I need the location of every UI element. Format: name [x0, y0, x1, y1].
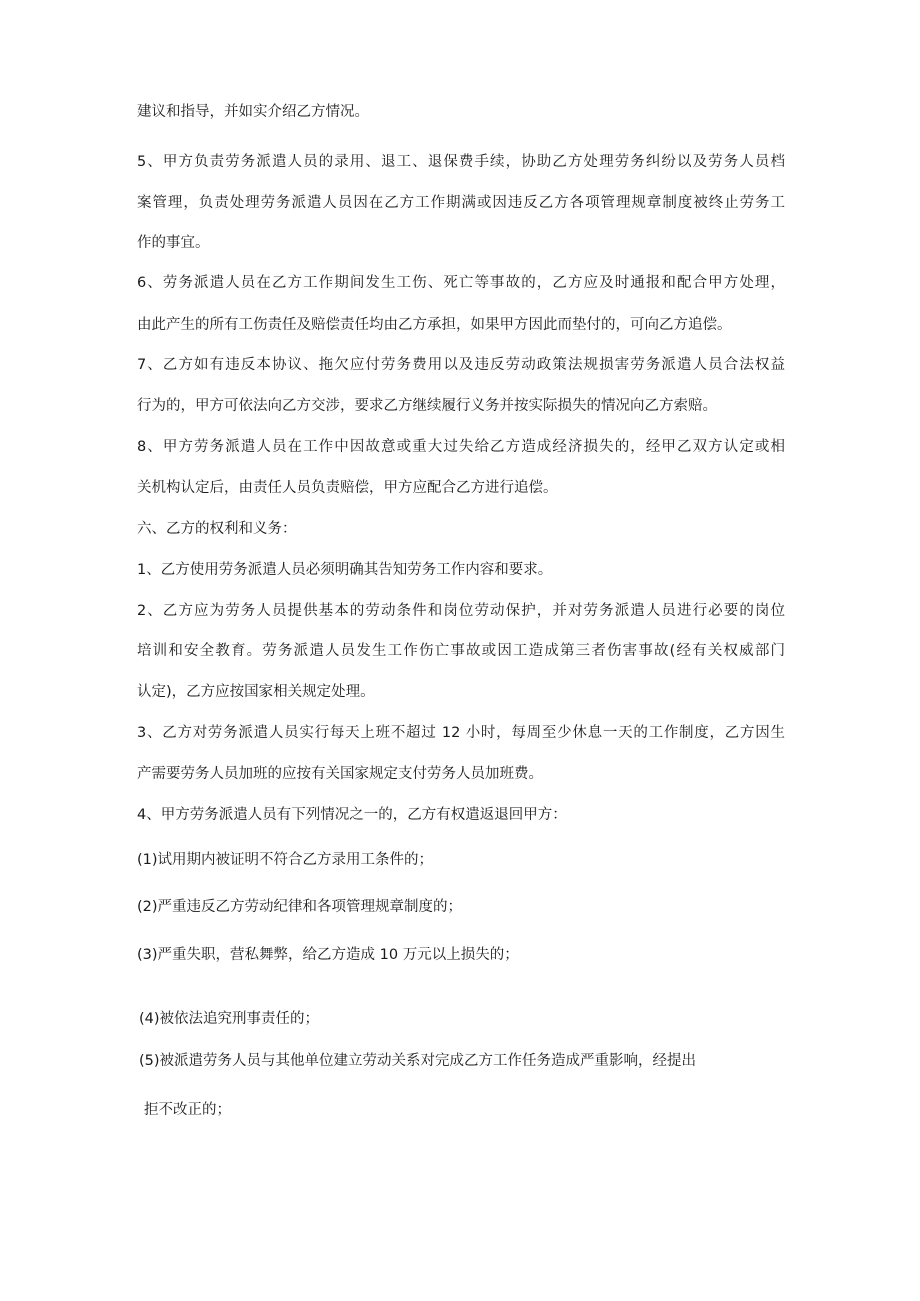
paragraph-line: 4、甲方劳务派遣人员有下列情况之一的，乙方有权遣返退回甲方：	[137, 807, 567, 823]
list-item: (5)被派遣劳务人员与其他单位建立劳动关系对完成乙方工作任务造成严重影响，经提出	[139, 1053, 697, 1069]
paragraph-line: 行为的，甲方可依法向乙方交涉，要求乙方继续履行义务并按实际损失的情况向乙方索赔。	[137, 398, 717, 414]
list-item: (2)严重违反乙方劳动纪律和各项管理规章制度的；	[137, 899, 463, 915]
paragraph-line: 7、乙方如有违反本协议、拖欠应付劳务费用以及违反劳动政策法规损害劳务派遣人员合法权益	[137, 357, 785, 373]
paragraph-line: 1、乙方使用劳务派遣人员必须明确其告知劳务工作内容和要求。	[137, 562, 553, 578]
paragraph-line: 5、甲方负责劳务派遣人员的录用、退工、退保费手续，协助乙方处理劳务纠纷以及劳务人员档	[137, 154, 785, 170]
paragraph-line: 3、乙方对劳务派遣人员实行每天上班不超过 12 小时，每周至少休息一天的工作制度，乙方因生	[137, 725, 785, 741]
paragraph-line: 产需要劳务人员加班的应按有关国家规定支付劳务人员加班费。	[137, 766, 543, 782]
list-item: (3)严重失职，营私舞弊，给乙方造成 10 万元以上损失的；	[137, 947, 519, 963]
list-item: (4)被依法追究刑事责任的；	[139, 1011, 320, 1027]
paragraph-line: 8、甲方劳务派遣人员在工作中因故意或重大过失给乙方造成经济损失的，经甲乙双方认定或相	[137, 439, 785, 455]
section-heading: 六、乙方的权利和义务：	[137, 521, 297, 537]
paragraph-line: 2、乙方应为劳务人员提供基本的劳动条件和岗位劳动保护，并对劳务派遣人员进行必要的岗位	[137, 603, 785, 619]
paragraph-line: 培训和安全教育。劳务派遣人员发生工作伤亡事故或因工造成第三者伤害事故(经有关权威部门	[137, 643, 785, 659]
paragraph-line: 建议和指导，并如实介绍乙方情况。	[137, 104, 369, 120]
paragraph-line: 由此产生的所有工伤责任及赔偿责任均由乙方承担，如果甲方因此而垫付的，可向乙方追偿。	[137, 317, 732, 333]
paragraph-line: 案管理，负责处理劳务派遣人员因在乙方工作期满或因违反乙方各项管理规章制度被终止劳务工	[137, 195, 785, 211]
paragraph-line: 关机构认定后，由责任人员负责赔偿，甲方应配合乙方进行追偿。	[137, 480, 558, 496]
list-item-continuation: 拒不改正的；	[144, 1102, 231, 1118]
paragraph-line: 认定)，乙方应按国家相关规定处理。	[137, 684, 375, 700]
list-item: (1)试用期内被证明不符合乙方录用工条件的；	[137, 852, 434, 868]
paragraph-line: 作的事宜。	[137, 235, 210, 251]
paragraph-line: 6、劳务派遣人员在乙方工作期间发生工伤、死亡等事故的，乙方应及时通报和配合甲方处理，	[137, 275, 785, 291]
